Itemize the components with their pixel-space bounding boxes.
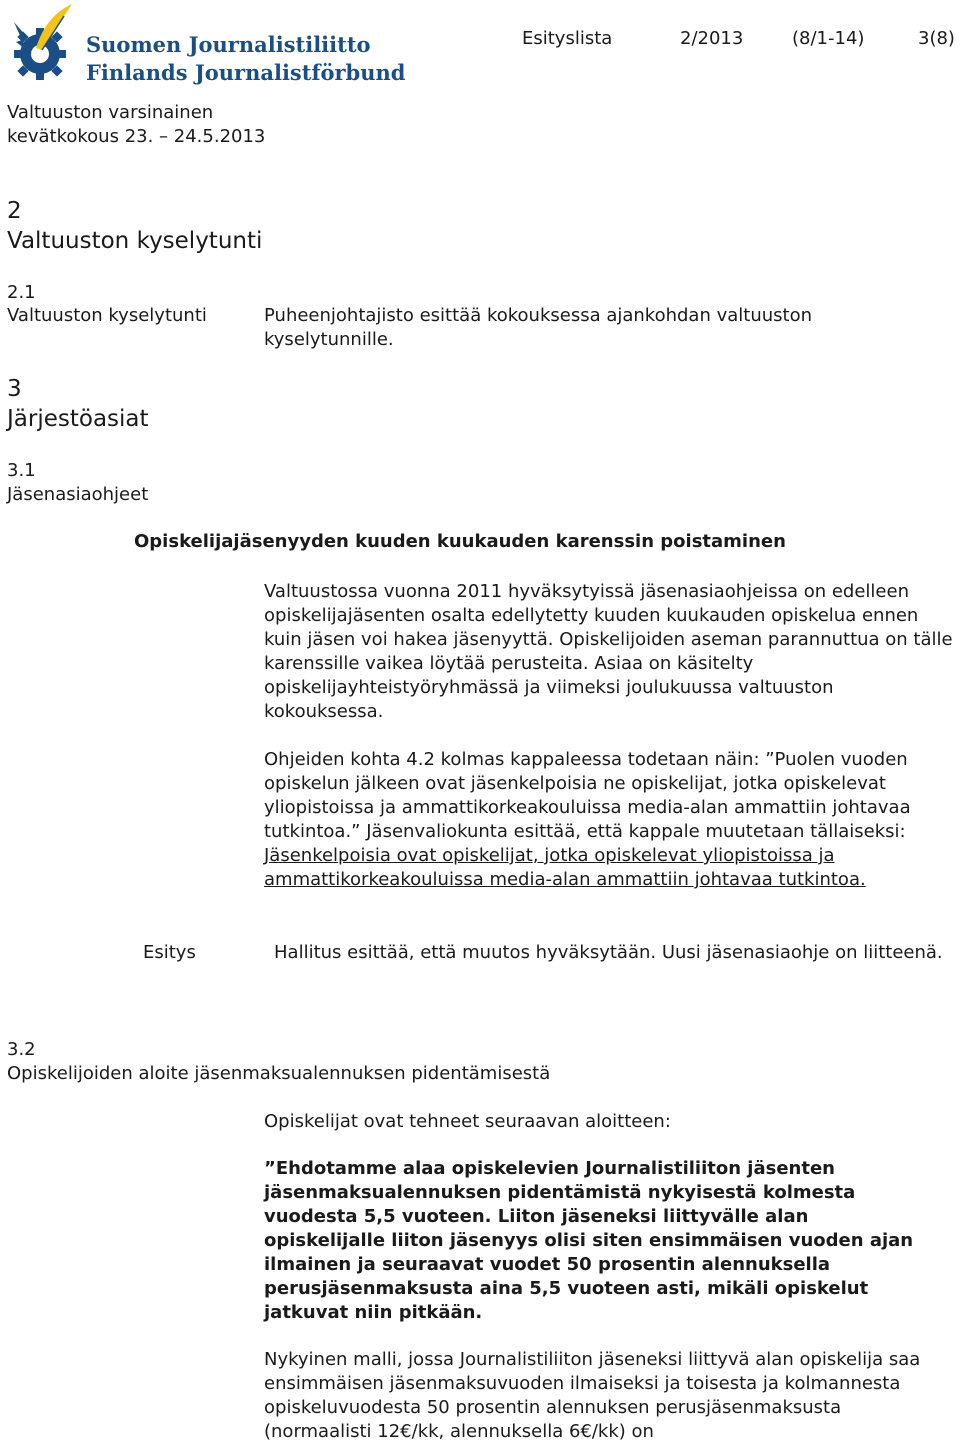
doc-number: 2/2013	[680, 28, 744, 49]
meeting-line-2: kevätkokous 23. – 24.5.2013	[7, 126, 266, 147]
paragraph-2	[264, 748, 954, 892]
meeting-info	[7, 101, 265, 149]
logo-name-sv: Finlands Journalistförbund	[86, 60, 406, 85]
paragraph-2-text: Ohjeiden kohta 4.2 kolmas kappaleessa todetaan näin: ”Puolen vuoden opiskelun jälkeen ovat jäsenkelpoisia ne opiskelijat, jotka opiskelevat yliopistoissa ja ammattikorkeakouluissa media-alan ammattiin johtavaa tutkintoa.” Jäsenvaliokunta esittää, että kappale muutetaan tällaiseksi:	[264, 749, 911, 842]
section-3-number: 3	[7, 376, 22, 402]
proposal-label: Esitys	[143, 942, 196, 963]
subsection-3-2-title: Opiskelijoiden aloite jäsenmaksualennuksen pidentämisestä	[7, 1063, 551, 1084]
paragraph-4: Nykyinen malli, jossa Journalistiliiton jäseneksi liittyvä alan opiskelija saa ensimmäisen jäsenmaksuvuoden ilmaiseksi ja toisesta ja kolmannesta opiskeluvuodesta 50 prosentin alennuksen perusjäsenmaksusta (normaalisti 12€/kk, alennuksella 6€/kk) on	[264, 1349, 921, 1442]
logo-name-fi: Suomen Journalistiliitto	[86, 32, 371, 57]
subsection-3-1-title: Jäsenasiaohjeet	[7, 484, 149, 505]
initiative-quote: ”Ehdotamme alaa opiskelevien Journalistiliiton jäsenten jäsenmaksualennuksen pidentämistä nykyisestä kolmesta vuodesta 5,5 vuoteen. Liiton jäseneksi liittyvälle alan opiskelijalle liiton jäsenyys olisi siten ensimmäisen vuoden ajan ilmainen ja seuraavat vuodet 50 prosentin alennuksella perusjäsenmaksusta aina 5,5 vuoteen asti, mikäli opiskelut jatkuvat niin pitkään.	[264, 1158, 914, 1323]
meeting-line-1: Valtuuston varsinainen	[7, 102, 214, 123]
subsection-2-1-title: Valtuuston kyselytunti	[7, 305, 207, 326]
item-heading: Opiskelijajäsenyyden kuuden kuukauden karenssin poistaminen	[134, 531, 786, 552]
doc-type: Esityslista	[522, 28, 613, 49]
item-range: (8/1-14)	[792, 28, 865, 49]
paragraph-3: Opiskelijat ovat tehneet seuraavan aloitteen:	[264, 1111, 671, 1132]
section-3-title: Järjestöasiat	[7, 406, 149, 432]
subsection-2-1-text: Puheenjohtajisto esittää kokouksessa ajankohdan valtuuston kyselytunnille.	[264, 305, 812, 350]
paragraph-1: Valtuustossa vuonna 2011 hyväksytyissä jäsenasiaohjeissa on edelleen opiskelijajäsenten osalta edellytetty kuuden kuukauden opiskelua ennen kuin jäsen voi hakea jäsenyyttä. Opiskelijoiden aseman parannuttua on tälle karenssille vaikea löytää perusteita. Asiaa on käsitelty opiskelijayhteistyöryhmässä ja viimeksi joulukuussa valtuuston kokouksessa.	[264, 581, 953, 722]
organization-logo	[6, 2, 406, 90]
paragraph-2-underlined-text: Jäsenkelpoisia ovat opiskelijat, jotka opiskelevat yliopistoissa ja ammattikorkeakouluissa media-alan ammattiin johtavaa tutkintoa.	[264, 845, 866, 890]
logo-emblem-icon	[14, 4, 72, 80]
section-2-title: Valtuuston kyselytunti	[7, 228, 263, 254]
subsection-2-1-number: 2.1	[7, 282, 36, 303]
page-number: 3(8)	[918, 28, 955, 49]
proposal-text: Hallitus esittää, että muutos hyväksytään. Uusi jäsenasiaohje on liitteenä.	[274, 942, 943, 963]
subsection-3-1-number: 3.1	[7, 460, 36, 481]
section-2-number: 2	[7, 198, 22, 224]
subsection-3-2-number: 3.2	[7, 1039, 36, 1060]
